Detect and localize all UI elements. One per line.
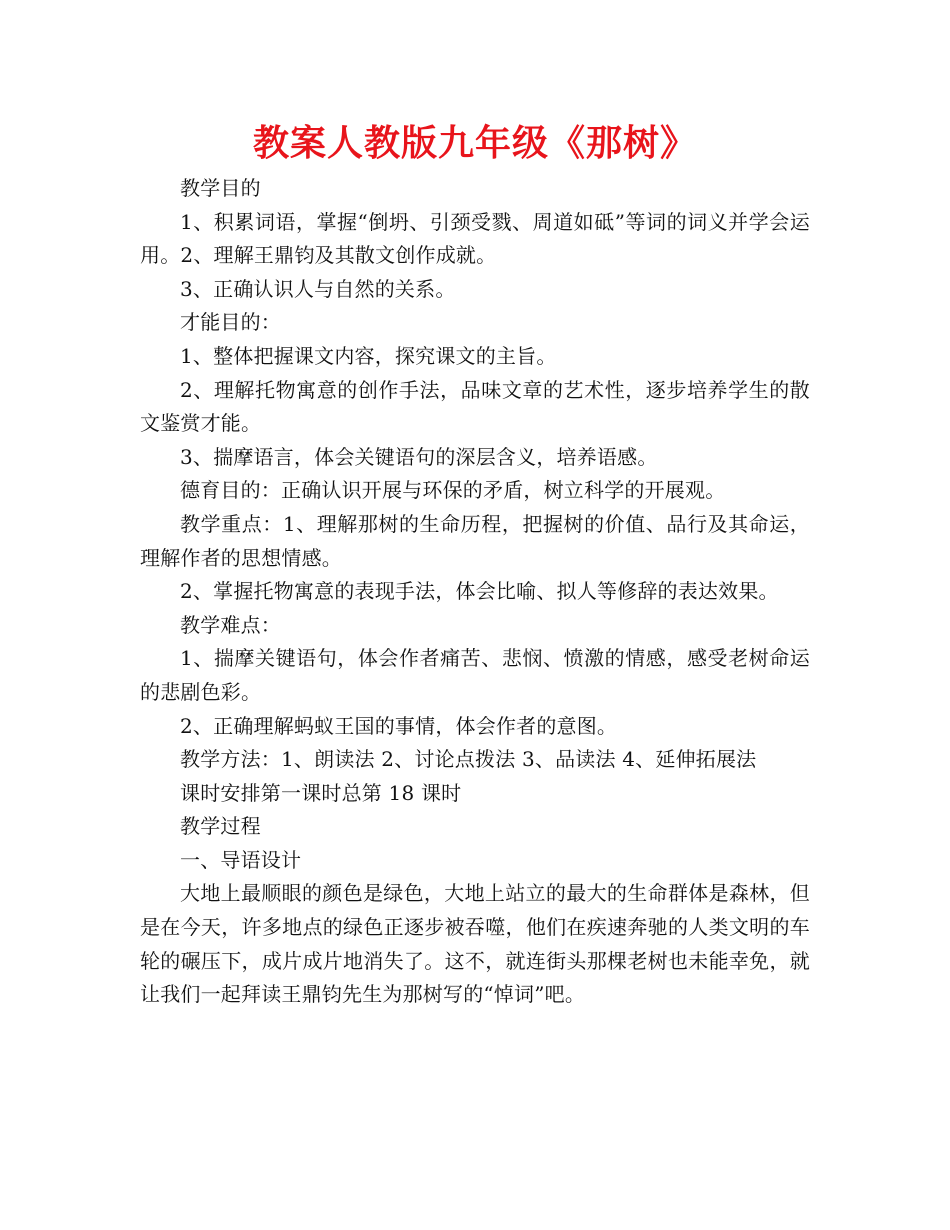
- paragraph: 教学方法：1、朗读法 2、讨论点拨法 3、品读法 4、延伸拓展法: [180, 747, 757, 772]
- paragraph: 课时安排第一课时总第 18 课时: [180, 780, 462, 805]
- paragraph: 2、掌握托物寓意的表现手法，体会比喻、拟人等修辞的表达效果。: [180, 579, 779, 604]
- paragraph: 1、揣摩关键语句，体会作者痛苦、悲悯、愤激的情感，感受老树命运的悲剧色彩。: [140, 646, 810, 704]
- paragraph: 2、理解托物寓意的创作手法，品味文章的艺术性，逐步培养学生的散文鉴赏才能。: [140, 377, 810, 436]
- paragraph: 教学目的: [180, 176, 261, 200]
- paragraph: 1、整体把握课文内容，探究课文的主旨。: [180, 343, 557, 368]
- paragraph: 教学重点：1、理解那树的生命历程，把握树的价值、品行及其命运，理解作者的思想情感。: [140, 511, 810, 570]
- paragraph: 才能目的：: [180, 310, 281, 335]
- paragraph: 3、正确认识人与自然的关系。: [180, 276, 456, 301]
- paragraph: 德育目的：正确认识开展与环保的矛盾，树立科学的开展观。: [180, 478, 726, 503]
- paragraph: 教学过程: [180, 814, 261, 839]
- document-body: [140, 172, 810, 1012]
- paragraph: 大地上最顺眼的颜色是绿色，大地上站立的最大的生命群体是森林，但是在今天，许多地点的绿色正逐步被吞噬，他们在疾速奔驰的人类文明的车轮的碾压下，成片成片地消失了。这不，就连街头那棵老树也未能幸免，就让我们一起拜读王鼎钧先生为那树写的“悼词”吧。: [140, 881, 810, 1007]
- paragraph: 1、积累词语，掌握“倒坍、引颈受戮、周道如砥”等词的词义并学会运用。2、理解王鼎钧及其散文创作成就。: [140, 209, 810, 268]
- document-title: 教案人教版九年级《那树》: [252, 123, 697, 164]
- paragraph: 一、导语设计: [180, 847, 302, 872]
- paragraph: 2、正确理解蚂蚁王国的事情，体会作者的意图。: [180, 713, 618, 738]
- paragraph: 教学难点：: [180, 612, 281, 637]
- paragraph: 3、揣摩语言，体会关键语句的深层含义，培养语感。: [180, 444, 658, 469]
